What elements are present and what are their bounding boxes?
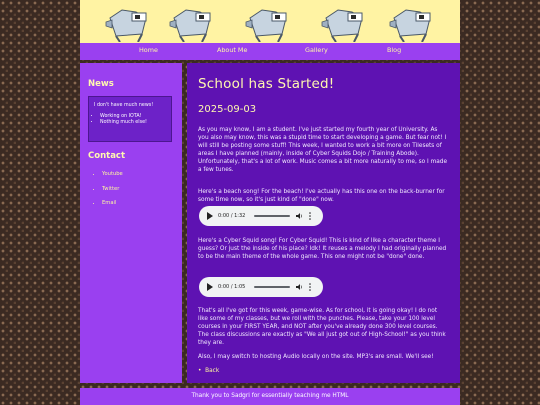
- news-box: [88, 96, 172, 142]
- robot-mascot-icon: [242, 4, 296, 42]
- audio-time: 0:00 / 1:32: [218, 213, 246, 219]
- more-options-icon[interactable]: [309, 282, 311, 292]
- robot-mascot-icon: [318, 4, 372, 42]
- play-icon[interactable]: [207, 283, 213, 291]
- header-banner: [80, 0, 460, 43]
- nav-about-link[interactable]: About Me: [217, 46, 248, 54]
- audio-seek-bar[interactable]: [254, 286, 290, 288]
- nav-home-link[interactable]: Home: [139, 46, 158, 54]
- back-link[interactable]: Back: [205, 368, 220, 374]
- twitter-link[interactable]: Twitter: [102, 185, 120, 192]
- email-link[interactable]: Email: [102, 200, 117, 206]
- more-options-icon[interactable]: [309, 211, 311, 221]
- post-title: School has Started!: [198, 76, 335, 92]
- news-item: • Nothing much else!: [100, 120, 166, 126]
- site-container: [80, 0, 460, 405]
- youtube-link[interactable]: Youtube: [102, 171, 123, 177]
- contact-item: [102, 200, 123, 206]
- nav-blog-link[interactable]: Blog: [387, 46, 402, 54]
- post-date: 2025-09-03: [198, 104, 257, 115]
- audio-time: 0:00 / 1:05: [218, 284, 246, 290]
- post-paragraph: Also, I may switch to hosting Audio locally on the site. MP3's are small. We'll see!: [198, 354, 434, 360]
- volume-icon[interactable]: [296, 212, 302, 220]
- audio-player[interactable]: [199, 277, 323, 297]
- robot-mascot-icon: [102, 4, 156, 42]
- contact-item: [102, 171, 123, 177]
- news-item: • Working on IOTA!: [100, 114, 166, 120]
- contact-item: [102, 186, 123, 192]
- volume-icon[interactable]: [296, 283, 302, 291]
- nav-gallery-link[interactable]: Gallery: [305, 46, 328, 54]
- post-content: [187, 63, 460, 383]
- news-list: [94, 114, 166, 126]
- audio-seek-bar[interactable]: [254, 215, 290, 217]
- news-heading: News: [88, 79, 114, 89]
- news-intro: I don't have much news!: [94, 103, 154, 108]
- post-paragraph: Here's a beach song! For the beach! I've actually has this one on the back-burner for some time now, so it's just kind of "done" now.: [198, 189, 445, 203]
- contact-heading: Contact: [88, 151, 126, 161]
- robot-mascot-icon: [166, 4, 220, 42]
- audio-player[interactable]: [199, 206, 323, 226]
- post-paragraph: Here's a Cyber Squid song! For Cyber Squid! This is kind of like a character theme I guess? Or just the inside of his place? Idk! It reuses a melody I had originally planned to be the main theme of the whole game. This one might not be "done" done.: [198, 238, 447, 260]
- footer: Thank you to Sadgri for essentially teaching me HTML: [80, 388, 460, 405]
- contact-list: [90, 171, 123, 215]
- post-paragraph: As you may know, I am a student. I've just started my fourth year of University. As you also may know, this was a stupid time to start developing a game. But fear not! I will still be posting some stuff! This week, I wanted to work a bit more on Tilesets of areas I have planned (mainly, inside of Cyber Squids Dojo / Training Abode). Unfortunately, that's a lot of work. Music comes a bit more naturally to me, so I made a few tunes.: [198, 127, 448, 173]
- back-item: • Back: [198, 368, 220, 374]
- robot-mascot-icon: [386, 4, 440, 42]
- play-icon[interactable]: [207, 212, 213, 220]
- sidebar: [80, 63, 182, 383]
- main-nav: [80, 43, 460, 60]
- post-paragraph: That's all I've got for this week, game-wise. As for school, it is going okay! I do not like some of my classes, but we roll with the punches. Please, take your 100 level courses in your FIRST YEAR, and NOT after you've already done 300 level courses. The class discussions are exactly as "We all just got out of High-School!" as you think they are.: [198, 308, 446, 346]
